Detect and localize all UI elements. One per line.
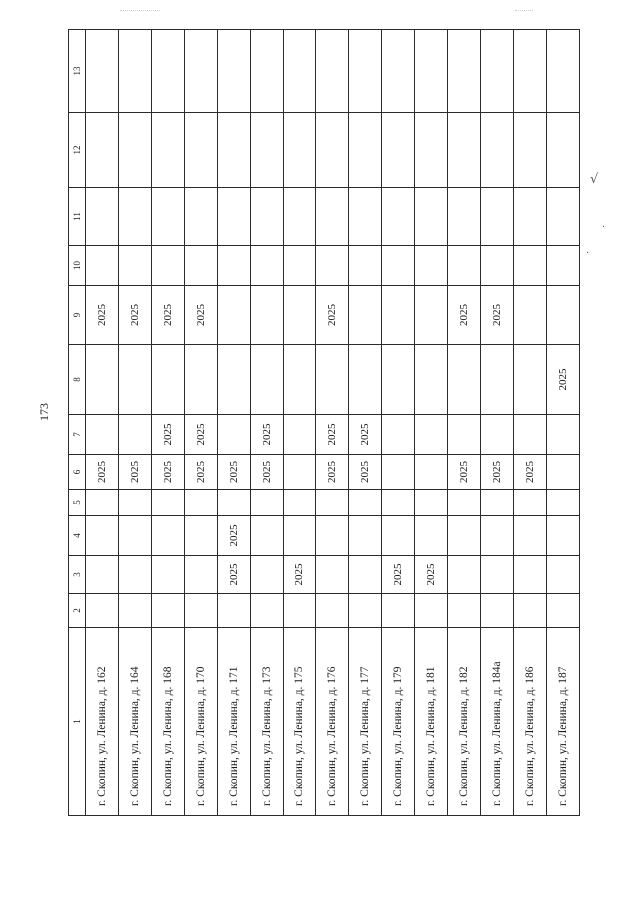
year-cell: 2025 bbox=[151, 455, 184, 490]
year-cell bbox=[86, 556, 119, 594]
year-cell bbox=[250, 30, 283, 113]
table-row bbox=[217, 30, 250, 816]
year-cell bbox=[513, 246, 546, 286]
year-cell bbox=[382, 286, 415, 345]
year-cell bbox=[283, 30, 316, 113]
year-cell bbox=[349, 246, 382, 286]
year-cell bbox=[316, 246, 349, 286]
year-cell bbox=[151, 345, 184, 415]
year-cell bbox=[448, 516, 481, 556]
column-number-header: 1 bbox=[69, 628, 86, 816]
year-cell bbox=[513, 113, 546, 188]
year-cell bbox=[151, 490, 184, 516]
register-table bbox=[68, 29, 580, 816]
year-cell bbox=[415, 188, 448, 246]
address-cell: г. Скопин, ул. Ленина, д. 168 bbox=[151, 628, 184, 816]
year-cell bbox=[415, 455, 448, 490]
year-cell bbox=[184, 490, 217, 516]
column-number-header: 5 bbox=[69, 490, 86, 516]
year-cell bbox=[448, 345, 481, 415]
table-row bbox=[316, 30, 349, 816]
year-cell bbox=[86, 345, 119, 415]
address-cell: г. Скопин, ул. Ленина, д. 179 bbox=[382, 628, 415, 816]
year-cell bbox=[513, 286, 546, 345]
year-cell: 2025 bbox=[415, 556, 448, 594]
address-cell: г. Скопин, ул. Ленина, д. 186 bbox=[513, 628, 546, 816]
year-cell bbox=[513, 556, 546, 594]
year-cell bbox=[382, 113, 415, 188]
year-cell bbox=[217, 188, 250, 246]
address-cell: г. Скопин, ул. Ленина, д. 173 bbox=[250, 628, 283, 816]
year-cell bbox=[184, 113, 217, 188]
year-cell bbox=[382, 594, 415, 628]
year-cell bbox=[546, 113, 579, 188]
year-cell bbox=[513, 30, 546, 113]
year-cell bbox=[184, 594, 217, 628]
year-cell bbox=[349, 556, 382, 594]
year-cell bbox=[151, 594, 184, 628]
column-number-header: 11 bbox=[69, 188, 86, 246]
year-cell bbox=[151, 516, 184, 556]
year-cell bbox=[118, 188, 151, 246]
column-number-header: 6 bbox=[69, 455, 86, 490]
address-cell: г. Скопин, ул. Ленина, д. 162 bbox=[86, 628, 119, 816]
year-cell bbox=[250, 516, 283, 556]
table-row bbox=[546, 30, 579, 816]
column-number-header: 9 bbox=[69, 286, 86, 345]
year-cell bbox=[546, 594, 579, 628]
year-cell bbox=[415, 246, 448, 286]
year-cell bbox=[316, 30, 349, 113]
year-cell: 2025 bbox=[316, 286, 349, 345]
handwritten-tick-mark: √ bbox=[590, 172, 599, 187]
column-number-header: 3 bbox=[69, 556, 86, 594]
scan-speckle: · bbox=[586, 248, 590, 259]
year-cell bbox=[546, 455, 579, 490]
year-cell bbox=[349, 286, 382, 345]
year-cell bbox=[415, 286, 448, 345]
column-number-header: 10 bbox=[69, 246, 86, 286]
year-cell bbox=[86, 113, 119, 188]
year-cell: 2025 bbox=[382, 556, 415, 594]
year-cell bbox=[217, 113, 250, 188]
year-cell: 2025 bbox=[349, 455, 382, 490]
year-cell bbox=[546, 490, 579, 516]
year-cell: 2025 bbox=[250, 415, 283, 455]
year-cell bbox=[118, 556, 151, 594]
year-cell bbox=[513, 594, 546, 628]
year-cell bbox=[151, 556, 184, 594]
year-cell bbox=[415, 594, 448, 628]
year-cell bbox=[546, 516, 579, 556]
address-cell: г. Скопин, ул. Ленина, д. 182 bbox=[448, 628, 481, 816]
year-cell bbox=[250, 286, 283, 345]
year-cell bbox=[217, 594, 250, 628]
year-cell bbox=[217, 345, 250, 415]
year-cell bbox=[283, 246, 316, 286]
year-cell: 2025 bbox=[316, 455, 349, 490]
column-number-header: 13 bbox=[69, 30, 86, 113]
year-cell bbox=[283, 113, 316, 188]
year-cell bbox=[316, 516, 349, 556]
year-cell bbox=[118, 415, 151, 455]
year-cell: 2025 bbox=[184, 286, 217, 345]
year-cell bbox=[546, 286, 579, 345]
year-cell bbox=[217, 30, 250, 113]
year-cell bbox=[546, 246, 579, 286]
year-cell bbox=[415, 113, 448, 188]
year-cell bbox=[283, 490, 316, 516]
year-cell bbox=[513, 516, 546, 556]
year-cell bbox=[415, 30, 448, 113]
year-cell: 2025 bbox=[481, 455, 514, 490]
year-cell bbox=[448, 594, 481, 628]
year-cell bbox=[448, 188, 481, 246]
year-cell bbox=[283, 516, 316, 556]
year-cell bbox=[86, 594, 119, 628]
year-cell: 2025 bbox=[151, 286, 184, 345]
year-cell bbox=[513, 490, 546, 516]
year-cell bbox=[316, 556, 349, 594]
year-cell bbox=[151, 246, 184, 286]
year-cell bbox=[481, 188, 514, 246]
year-cell: 2025 bbox=[250, 455, 283, 490]
year-cell bbox=[283, 286, 316, 345]
year-cell bbox=[217, 246, 250, 286]
table-row bbox=[250, 30, 283, 816]
year-cell bbox=[349, 188, 382, 246]
year-cell bbox=[86, 30, 119, 113]
year-cell bbox=[283, 345, 316, 415]
year-cell bbox=[217, 415, 250, 455]
year-cell bbox=[481, 556, 514, 594]
year-cell bbox=[481, 516, 514, 556]
column-number-header: 7 bbox=[69, 415, 86, 455]
year-cell bbox=[184, 30, 217, 113]
column-number-header: 4 bbox=[69, 516, 86, 556]
year-cell bbox=[283, 415, 316, 455]
year-cell bbox=[349, 516, 382, 556]
year-cell bbox=[250, 246, 283, 286]
year-cell bbox=[86, 415, 119, 455]
year-cell bbox=[382, 188, 415, 246]
year-cell bbox=[382, 345, 415, 415]
table-row bbox=[283, 30, 316, 816]
year-cell bbox=[415, 345, 448, 415]
address-cell: г. Скопин, ул. Ленина, д. 170 bbox=[184, 628, 217, 816]
scan-speckle bbox=[515, 10, 533, 13]
year-cell bbox=[217, 286, 250, 345]
year-cell bbox=[546, 556, 579, 594]
table-row bbox=[415, 30, 448, 816]
address-cell: г. Скопин, ул. Ленина, д. 171 bbox=[217, 628, 250, 816]
year-cell bbox=[382, 490, 415, 516]
year-cell bbox=[283, 188, 316, 246]
year-cell bbox=[184, 516, 217, 556]
column-number-header: 2 bbox=[69, 594, 86, 628]
year-cell bbox=[546, 188, 579, 246]
year-cell bbox=[382, 516, 415, 556]
year-cell bbox=[118, 594, 151, 628]
year-cell bbox=[118, 113, 151, 188]
year-cell bbox=[283, 455, 316, 490]
year-cell: 2025 bbox=[546, 345, 579, 415]
year-cell bbox=[184, 246, 217, 286]
year-cell bbox=[118, 490, 151, 516]
year-cell bbox=[283, 594, 316, 628]
year-cell bbox=[118, 246, 151, 286]
year-cell: 2025 bbox=[118, 455, 151, 490]
year-cell bbox=[415, 415, 448, 455]
year-cell bbox=[448, 113, 481, 188]
year-cell bbox=[151, 188, 184, 246]
year-cell bbox=[382, 30, 415, 113]
year-cell bbox=[481, 345, 514, 415]
year-cell bbox=[448, 490, 481, 516]
table-row bbox=[448, 30, 481, 816]
table-row bbox=[481, 30, 514, 816]
year-cell bbox=[481, 30, 514, 113]
year-cell: 2025 bbox=[448, 286, 481, 345]
year-cell bbox=[118, 516, 151, 556]
year-cell bbox=[151, 113, 184, 188]
year-cell bbox=[349, 490, 382, 516]
year-cell bbox=[86, 490, 119, 516]
year-cell bbox=[382, 455, 415, 490]
year-cell bbox=[448, 556, 481, 594]
year-cell: 2025 bbox=[184, 415, 217, 455]
year-cell bbox=[513, 345, 546, 415]
year-cell bbox=[513, 415, 546, 455]
address-cell: г. Скопин, ул. Ленина, д. 177 bbox=[349, 628, 382, 816]
year-cell bbox=[382, 246, 415, 286]
year-cell: 2025 bbox=[184, 455, 217, 490]
year-cell bbox=[349, 594, 382, 628]
year-cell bbox=[86, 188, 119, 246]
year-cell bbox=[415, 490, 448, 516]
table-row bbox=[151, 30, 184, 816]
address-cell: г. Скопин, ул. Ленина, д. 176 bbox=[316, 628, 349, 816]
address-cell: г. Скопин, ул. Ленина, д. 175 bbox=[283, 628, 316, 816]
year-cell bbox=[250, 490, 283, 516]
year-cell: 2025 bbox=[513, 455, 546, 490]
year-cell bbox=[481, 594, 514, 628]
year-cell: 2025 bbox=[217, 556, 250, 594]
year-cell bbox=[250, 594, 283, 628]
year-cell bbox=[448, 246, 481, 286]
year-cell: 2025 bbox=[316, 415, 349, 455]
year-cell bbox=[184, 345, 217, 415]
year-cell: 2025 bbox=[86, 286, 119, 345]
year-cell bbox=[86, 516, 119, 556]
year-cell bbox=[481, 246, 514, 286]
year-cell bbox=[86, 246, 119, 286]
year-cell bbox=[316, 490, 349, 516]
table-row bbox=[86, 30, 119, 816]
table-row bbox=[513, 30, 546, 816]
year-cell bbox=[316, 188, 349, 246]
year-cell bbox=[448, 30, 481, 113]
table-header-row bbox=[69, 30, 86, 816]
year-cell: 2025 bbox=[118, 286, 151, 345]
year-cell bbox=[250, 113, 283, 188]
address-cell: г. Скопин, ул. Ленина, д. 184а bbox=[481, 628, 514, 816]
year-cell bbox=[349, 113, 382, 188]
year-cell bbox=[250, 188, 283, 246]
year-cell bbox=[481, 490, 514, 516]
register-table-frame bbox=[68, 30, 580, 816]
scan-speckle bbox=[120, 10, 160, 13]
column-number-header: 12 bbox=[69, 113, 86, 188]
year-cell bbox=[118, 30, 151, 113]
year-cell: 2025 bbox=[86, 455, 119, 490]
year-cell bbox=[349, 30, 382, 113]
table-row bbox=[382, 30, 415, 816]
year-cell bbox=[217, 490, 250, 516]
year-cell: 2025 bbox=[283, 556, 316, 594]
address-cell: г. Скопин, ул. Ленина, д. 164 bbox=[118, 628, 151, 816]
year-cell: 2025 bbox=[217, 516, 250, 556]
year-cell: 2025 bbox=[481, 286, 514, 345]
page-number: 173 bbox=[37, 403, 51, 421]
year-cell bbox=[546, 30, 579, 113]
year-cell bbox=[184, 188, 217, 246]
year-cell bbox=[250, 556, 283, 594]
table-row bbox=[118, 30, 151, 816]
year-cell bbox=[184, 556, 217, 594]
year-cell bbox=[546, 415, 579, 455]
year-cell bbox=[448, 415, 481, 455]
address-cell: г. Скопин, ул. Ленина, д. 187 bbox=[546, 628, 579, 816]
year-cell: 2025 bbox=[448, 455, 481, 490]
year-cell bbox=[151, 30, 184, 113]
year-cell bbox=[415, 516, 448, 556]
year-cell bbox=[118, 345, 151, 415]
year-cell bbox=[481, 113, 514, 188]
year-cell bbox=[513, 188, 546, 246]
column-number-header: 8 bbox=[69, 345, 86, 415]
table-row bbox=[184, 30, 217, 816]
year-cell bbox=[316, 594, 349, 628]
year-cell bbox=[349, 345, 382, 415]
year-cell: 2025 bbox=[349, 415, 382, 455]
year-cell bbox=[316, 113, 349, 188]
scan-speckle: · bbox=[602, 222, 606, 233]
year-cell: 2025 bbox=[217, 455, 250, 490]
table-row bbox=[349, 30, 382, 816]
year-cell bbox=[481, 415, 514, 455]
address-cell: г. Скопин, ул. Ленина, д. 181 bbox=[415, 628, 448, 816]
year-cell bbox=[250, 345, 283, 415]
year-cell bbox=[382, 415, 415, 455]
year-cell: 2025 bbox=[151, 415, 184, 455]
year-cell bbox=[316, 345, 349, 415]
